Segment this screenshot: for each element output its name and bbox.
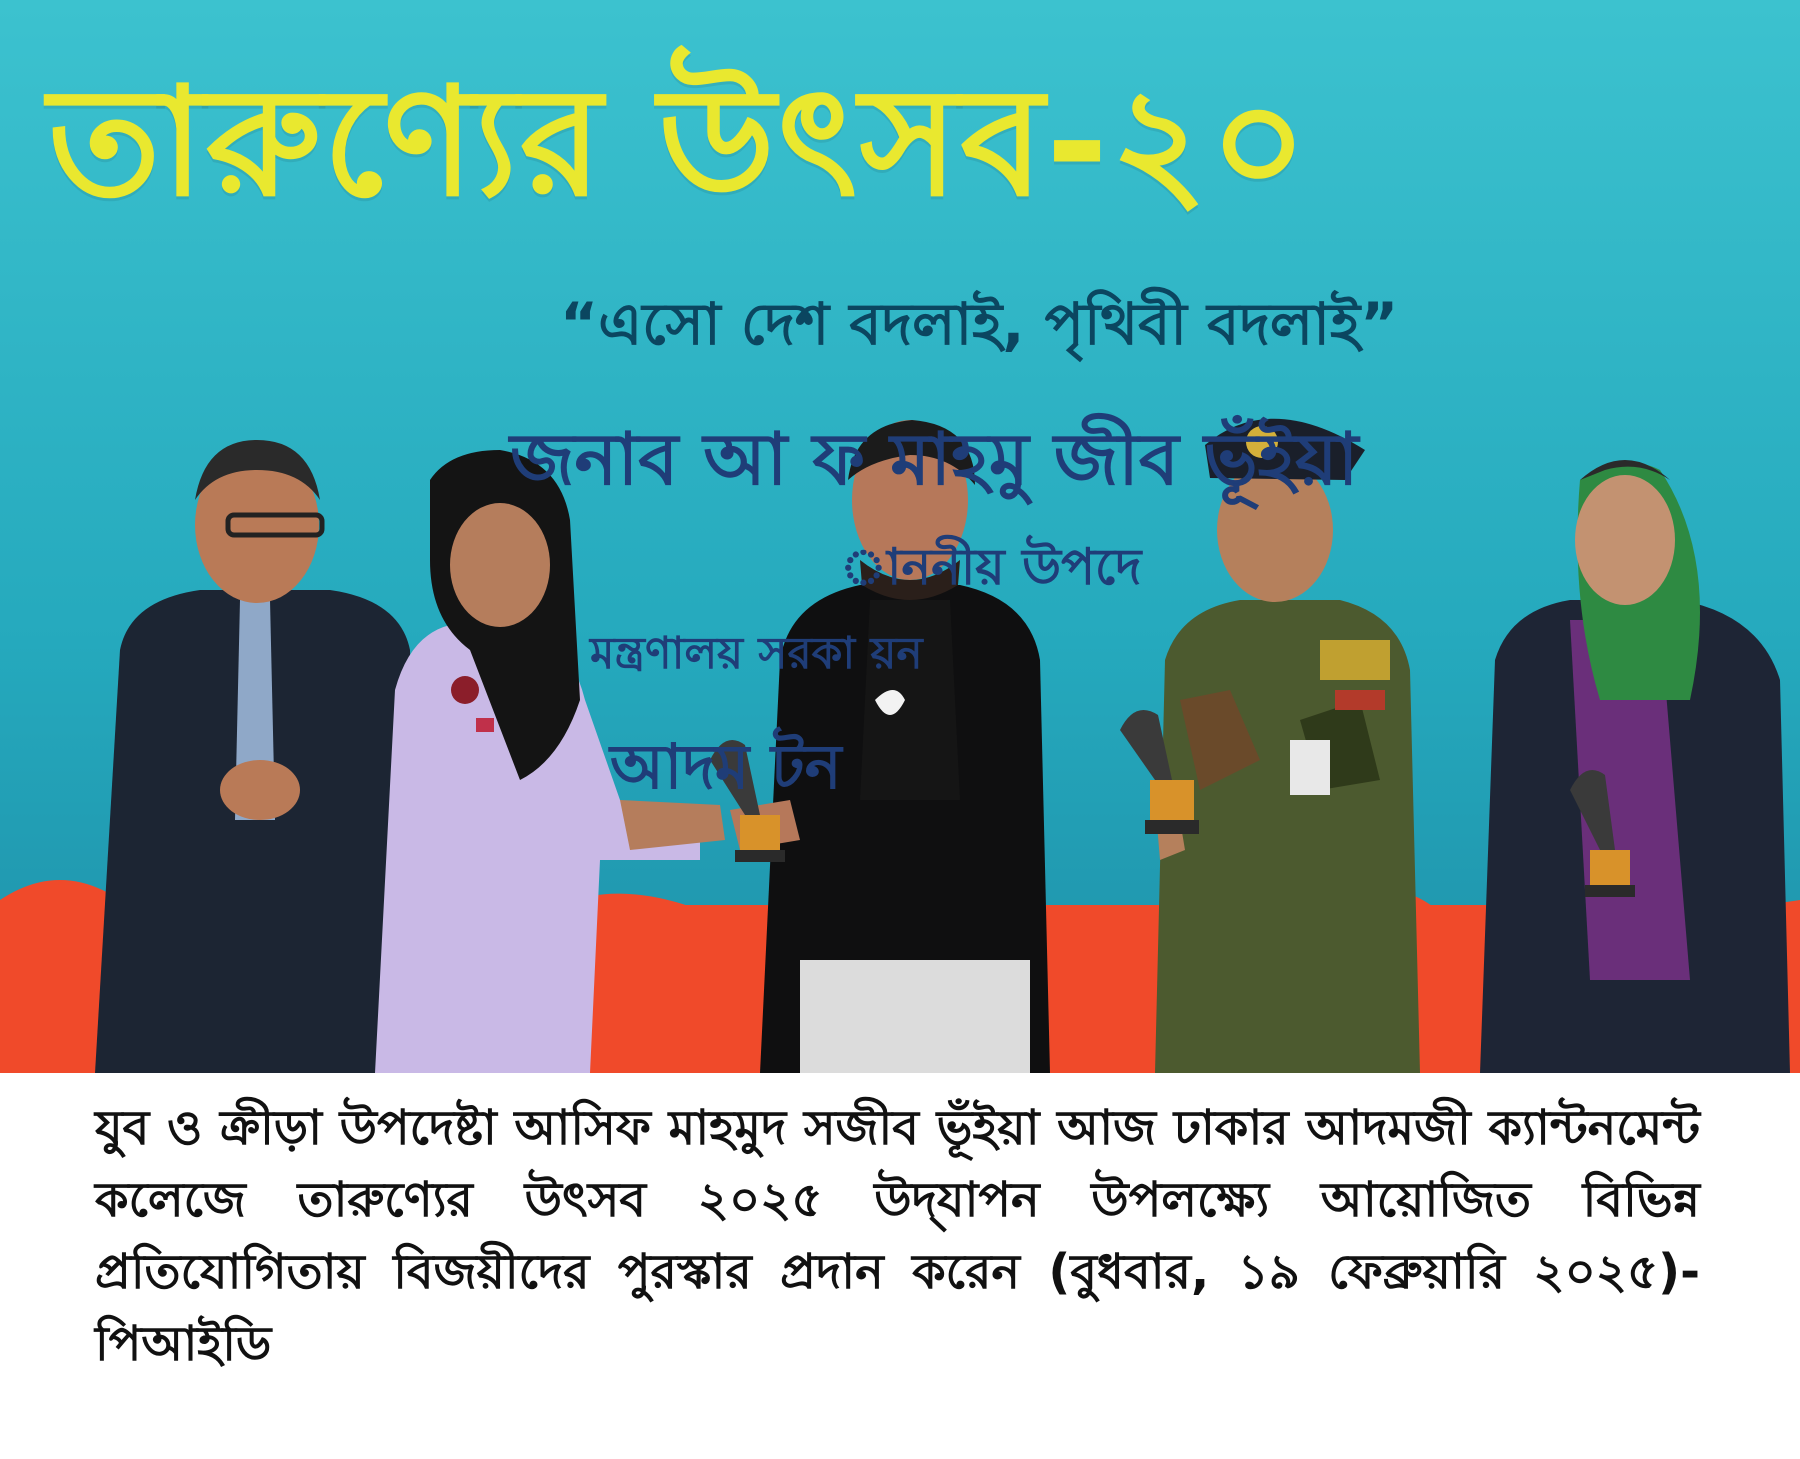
- photo-caption: যুব ও ক্রীড়া উপদেষ্টা আসিফ মাহমুদ সজীব ভূঁইয়া আজ ঢাকার আদমজী ক্যান্টনমেন্ট কলেজে তারুণ্যের উৎসব ২০২৫ উদ্‌যাপন উপলক্ষ্যে আয়োজিত বিভিন্ন প্রতিযোগিতায় বিজয়ীদের পুরস্কার প্রদান করেন (বুধবার, ১৯ ফেব্রুয়ারি ২০২৫)-পিআইডি: [95, 1100, 1700, 1372]
- banner-title-line: াননীয় উপদে: [840, 538, 1142, 596]
- banner-venue-line: আদম টন: [610, 730, 842, 803]
- banner-title: তারুণ্যের উৎসব-২০: [48, 56, 1310, 230]
- banner-slogan: “এসো দেশ বদলাই, পৃথিবী বদলাই”: [560, 290, 1399, 358]
- banner-ministry-line: মন্ত্রণালয় সরকা য়ন: [590, 628, 923, 679]
- banner-name-line: জনাব আ ফ মাহমু জীব ভূঁইয়া: [510, 417, 1359, 501]
